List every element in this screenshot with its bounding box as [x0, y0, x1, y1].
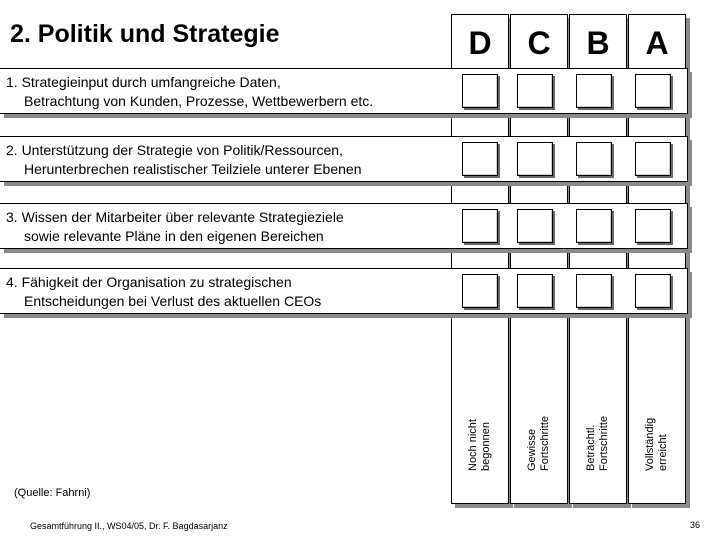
criterion-row-1-line2: Betrachtung von Kunden, Prozesse, Wettbewerbern etc.	[24, 93, 374, 109]
checkbox-row4-d[interactable]	[462, 274, 498, 308]
footer-text: Gesamtführung II., WS04/05, Dr. F. Bagdasarjanz	[30, 521, 228, 531]
column-c-label-line1: Gewisse	[526, 428, 538, 471]
column-c-letter: C	[527, 25, 551, 61]
column-a-label-line2: erreicht	[657, 434, 669, 471]
criterion-row-4-line2: Entscheidungen bei Verlust des aktuellen CEOs	[24, 293, 322, 309]
checkbox-row1-c[interactable]	[517, 74, 553, 108]
checkbox-row2-c[interactable]	[517, 142, 553, 176]
checkbox-row2-d[interactable]	[462, 142, 498, 176]
checkbox-row4-c[interactable]	[517, 274, 553, 308]
checkbox-row3-a[interactable]	[635, 209, 671, 243]
checkbox-row1-b[interactable]	[576, 74, 612, 108]
criterion-row-2-line2: Herunterbrechen realistischer Teilziele unterer Ebenen	[24, 161, 362, 177]
column-a-label-line1: Vollständig	[644, 417, 656, 471]
checkbox-row1-a[interactable]	[635, 74, 671, 108]
column-b-label-line2: Fortschritte	[598, 415, 610, 471]
checkbox-row2-a[interactable]	[635, 142, 671, 176]
column-d-letter: D	[468, 25, 492, 61]
criterion-row-3-line2: sowie relevante Pläne in den eigenen Bereichen	[24, 228, 324, 244]
criterion-row-2-line1: 2. Unterstützung der Strategie von Politik/Ressourcen,	[6, 142, 343, 158]
column-a-letter: A	[645, 25, 669, 61]
checkbox-row1-d[interactable]	[462, 74, 498, 108]
checkbox-row3-b[interactable]	[576, 209, 612, 243]
column-d-label-line2: begonnen	[480, 422, 492, 471]
column-b-letter: B	[586, 25, 610, 61]
criterion-row-1-line1: 1. Strategieinput durch umfangreiche Daten,	[6, 74, 281, 90]
source-note: (Quelle: Fahrni)	[14, 487, 91, 499]
checkbox-row3-c[interactable]	[517, 209, 553, 243]
column-c-label-line2: Fortschritte	[539, 415, 551, 471]
checkbox-row3-d[interactable]	[462, 209, 498, 243]
criterion-row-3-line1: 3. Wissen der Mitarbeiter über relevante Strategieziele	[6, 209, 344, 225]
page-title: 2. Politik und Strategie	[10, 20, 280, 48]
column-d-label-line1: Noch nicht	[467, 419, 479, 471]
checkbox-row4-a[interactable]	[635, 274, 671, 308]
column-b-label-line1: Beträchtl.	[585, 424, 597, 471]
checkbox-row2-b[interactable]	[576, 142, 612, 176]
page-number: 36	[690, 520, 701, 530]
checkbox-row4-b[interactable]	[576, 274, 612, 308]
criterion-row-4-line1: 4. Fähigkeit der Organisation zu strategischen	[6, 274, 292, 290]
